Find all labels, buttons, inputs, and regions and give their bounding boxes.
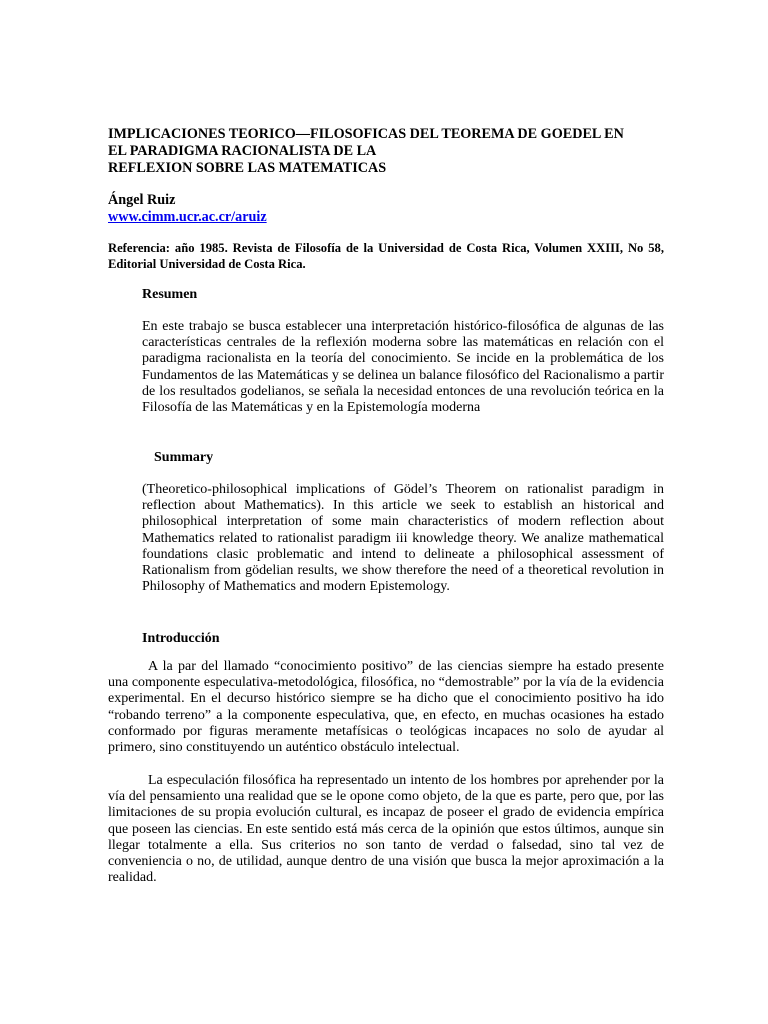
introduccion-paragraph-2: La especulación filosófica ha representado un intento de los hombres por aprehender por la vía del pensamiento una realidad que se le opone como objeto, de la que es parte, pero que, por las limitaciones de su propia evolución cultural, es incapaz de poseer el grado de evidencia empírica que poseen las ciencias. En este sentido está más cerca de la opinión que estos últimos, aunque sin llegar totalmente a ella. Sus criterios no son tanto de verdad o falsedad, sino tal vez de conveniencia o no, de utilidad, aunque dentro de una visión que busca la mejor aproximación a la realidad. — [108, 773, 664, 886]
introduccion-paragraph-1: A la par del llamado “conocimiento positivo” de las ciencias siempre ha estado presente una componente especulativa-metodológica, filosófica, no “demostrable” por la vía de la evidencia experimental. En el decurso histórico siempre se ha dicho que el conocimiento positivo ha ido “robando terreno” a la componente especulativa, que, en efecto, en muchas ocasiones ha estado conformado por figuras meramente metafísicas o teológicas incapaces no solo de ayudar al primero, sino constituyendo un auténtico obstáculo intelectual. — [108, 659, 664, 756]
author-website-link[interactable]: www.cimm.ucr.ac.cr/aruiz — [108, 209, 267, 225]
article-title — [108, 126, 668, 177]
title-line-3: REFLEXION SOBRE LAS MATEMATICAS — [108, 160, 387, 176]
author-name: Ángel Ruiz — [108, 192, 176, 208]
summary-text: (Theoretico-philosophical implications of Gödel’s Theorem on rationalist paradigm in reflection about Mathematics). In this article we seek to establish an historical and philosophical interpretation of some main characteristics of modern reflection about Mathematics related to rationalist paradigm iii knowledge theory. We analize mathematical foundations clasic problematic and intend to delineate a philosophical assessment of Rationalism from gödelian results, we show therefore the need of a theoretical revolution in Philosophy of Mathematics and modern Epistemology. — [142, 482, 664, 595]
resumen-heading: Resumen — [142, 287, 198, 302]
summary-heading: Summary — [154, 450, 214, 465]
author-block — [108, 192, 267, 226]
resumen-text: En este trabajo se busca establecer una interpretación histórico-filosófica de algunas de las características centrales de la reflexión moderna sobre las matemáticas en relación con el paradigma racionalista en la teoría del conocimiento. Se incide en la problemática de los Fundamentos de las Matemáticas y se delinea un balance filosófico del Racionalismo a partir de los resultados godelianos, se señala la necesidad entonces de una revolución teórica en la Filosofía de las Matemáticas y en la Epistemología moderna — [142, 319, 664, 416]
introduccion-heading: Introducción — [142, 631, 220, 646]
title-line-2: EL PARADIGMA RACIONALISTA DE LA — [108, 143, 377, 159]
title-line-1: IMPLICACIONES TEORICO—FILOSOFICAS DEL TEOREMA DE GOEDEL EN — [108, 126, 624, 142]
reference-citation: Referencia: año 1985. Revista de Filosofía de la Universidad de Costa Rica, Volumen XXIII, No 58, Editorial Universidad de Costa Rica. — [108, 241, 664, 271]
